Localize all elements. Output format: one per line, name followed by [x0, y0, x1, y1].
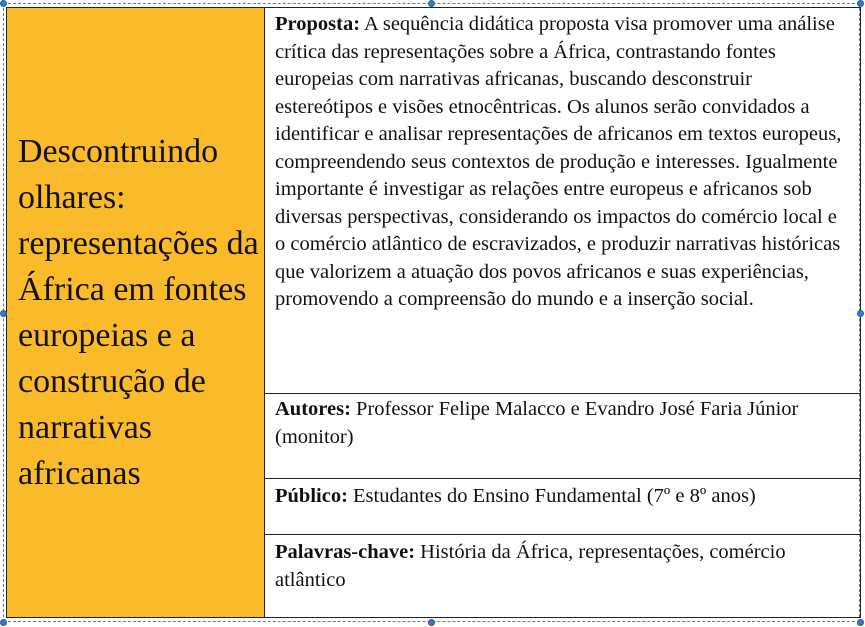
- resize-handle-top-left[interactable]: [0, 0, 7, 7]
- keywords-cell: [265, 535, 860, 617]
- audience-cell: [265, 479, 860, 535]
- keywords-text: História da África, representações, comércio atlântico: [275, 541, 786, 591]
- info-table: [6, 7, 861, 618]
- authors-label: Autores:: [275, 398, 351, 420]
- title-cell: [7, 8, 265, 617]
- details-column: [265, 8, 860, 617]
- resize-handle-bottom-left[interactable]: [0, 619, 7, 626]
- resize-handle-left[interactable]: [0, 310, 7, 317]
- resize-handle-top-right[interactable]: [857, 0, 864, 7]
- keywords-label: Palavras-chave:: [275, 541, 416, 563]
- audience-label: Público:: [275, 485, 348, 507]
- resize-handle-top[interactable]: [428, 0, 435, 7]
- resize-handle-bottom-right[interactable]: [857, 619, 864, 626]
- proposal-text: A sequência didática proposta visa promover uma análise crítica das representações sobre a África, contrastando fontes europeias com narrativas africanas, buscando desconstruir estereótipos e visões etnocêntricas. Os alunos serão convidados a identificar e analisar representações de africanos em textos europeus, compreendendo seus contextos de produção e interesses. Igualmente importante é investigar as relações entre europeus e africanos sob diversas perspectivas, considerando os impactos do comércio local e o comércio atlântico de escravizados, e produzir narrativas históricas que valorizem a atuação dos povos africanos e suas experiências, promovendo a compreensão do mundo e a inserção social.: [275, 13, 842, 310]
- proposal-cell: [265, 8, 860, 394]
- authors-text: Professor Felipe Malacco e Evandro José Faria Júnior (monitor): [275, 398, 799, 448]
- proposal-label: Proposta:: [275, 13, 361, 35]
- audience-text: Estudantes do Ensino Fundamental (7º e 8º anos): [353, 485, 756, 507]
- authors-cell: [265, 394, 860, 479]
- sequence-title: Descontruindo olhares: representações da África em fontes europeias e a construção de narrativas africanas: [18, 132, 259, 492]
- resize-handle-right[interactable]: [857, 310, 864, 317]
- resize-handle-bottom[interactable]: [428, 619, 435, 626]
